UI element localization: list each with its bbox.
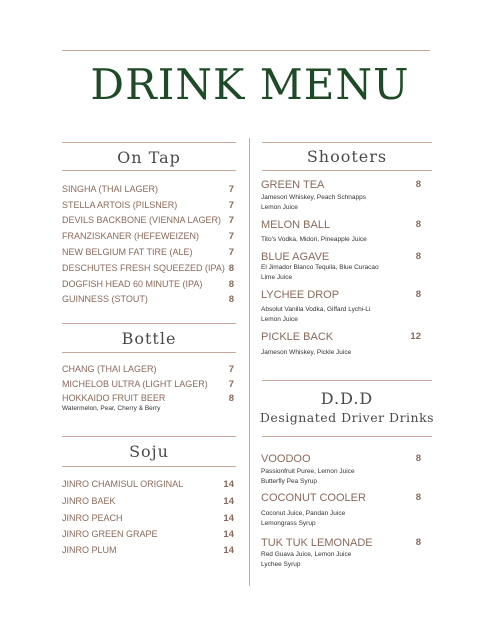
- item-price: 8: [228, 294, 234, 305]
- column-divider: [249, 138, 250, 586]
- item-description: Red Guava Juice, Lemon Juice: [261, 551, 352, 558]
- item-price: 8: [415, 453, 421, 464]
- item-price: 8: [228, 263, 234, 274]
- item-price: 7: [228, 184, 234, 195]
- item-description: Lime Juice: [261, 274, 293, 281]
- item-name: TUK TUK LEMONADE: [261, 537, 373, 549]
- shooters-rule-top: [262, 142, 432, 143]
- item-description: Tito's Vodka, Midori, Pineapple Juice: [261, 236, 367, 243]
- item-description: Lemon Juice: [261, 204, 298, 211]
- item-price: 8: [415, 492, 421, 503]
- shooters-heading: Shooters: [306, 147, 388, 166]
- item-name: NEW BELGIUM FAT TIRE (ALE): [62, 247, 193, 257]
- item-price: 8: [228, 279, 234, 290]
- item-name: STELLA ARTOIS (PILSNER): [62, 200, 178, 210]
- bottle-rule-top: [62, 323, 236, 324]
- item-name: DEVILS BACKBONE (VIENNA LAGER): [62, 215, 222, 225]
- item-description: El Jimador Blanco Tequila, Blue Curacao: [261, 264, 379, 271]
- soju-heading: Soju: [129, 442, 169, 461]
- item-price: 14: [223, 496, 234, 507]
- item-price: 8: [415, 219, 421, 230]
- item-price: 8: [415, 179, 421, 190]
- item-description: Jameson Whiskey, Pickle Juice: [261, 349, 352, 356]
- ddd-rule-bottom: [262, 436, 432, 437]
- item-description: Passionfruit Puree, Lemon Juice: [261, 468, 355, 475]
- item-name: COCONUT COOLER: [261, 492, 366, 504]
- item-price: 7: [228, 215, 234, 226]
- item-price: 7: [228, 231, 234, 242]
- item-name: HOKKAIDO FRUIT BEER: [62, 393, 166, 403]
- item-name: LYCHEE DROP: [261, 289, 340, 301]
- ddd-subheading: Designated Driver Drinks: [259, 410, 435, 425]
- item-price: 8: [415, 537, 421, 548]
- item-description: Butterfly Pea Syrup: [261, 478, 317, 485]
- item-description: Watermelon, Pear, Cherry & Berry: [62, 405, 161, 412]
- item-description: Coconut Juice, Pandan Juice: [261, 510, 346, 517]
- item-description: Jameson Whiskey, Peach Schnapps: [261, 194, 367, 201]
- item-name: JINRO PLUM: [62, 545, 117, 555]
- item-name: PICKLE BACK: [261, 331, 334, 343]
- item-name: SINGHA (THAI LAGER): [62, 184, 159, 194]
- item-price: 14: [223, 545, 234, 556]
- on-tap-rule-bottom: [62, 170, 236, 171]
- item-name: FRANZISKANER (HEFEWEIZEN): [62, 231, 200, 241]
- item-name: GREEN TEA: [261, 179, 325, 191]
- item-name: MELON BALL: [261, 219, 331, 231]
- item-price: 7: [228, 364, 234, 375]
- soju-rule-bottom: [62, 466, 236, 467]
- item-description: Absolut Vanilla Vodka, Giffard Lychi-Li: [261, 306, 371, 313]
- item-name: BLUE AGAVE: [261, 251, 330, 263]
- item-name: VOODOO: [261, 453, 311, 465]
- item-price: 8: [228, 393, 234, 404]
- item-price: 14: [223, 513, 234, 524]
- bottle-heading: Bottle: [121, 329, 177, 348]
- item-price: 7: [228, 247, 234, 258]
- item-description: Lychee Syrup: [261, 561, 301, 568]
- item-description: Lemon Juice: [261, 316, 298, 323]
- ddd-rule-top: [262, 380, 432, 381]
- item-name: JINRO PEACH: [62, 513, 123, 523]
- item-price: 7: [228, 379, 234, 390]
- item-name: JINRO CHAMISUL ORIGINAL: [62, 479, 184, 489]
- soju-rule-top: [62, 436, 236, 437]
- item-name: GUINNESS (STOUT): [62, 294, 148, 304]
- item-name: JINRO BAEK: [62, 496, 116, 506]
- item-name: CHANG (THAI LAGER): [62, 364, 157, 374]
- item-price: 8: [415, 251, 421, 262]
- page-title: DRINK MENU: [90, 60, 410, 109]
- shooters-rule-bottom: [262, 170, 432, 171]
- item-name: MICHELOB ULTRA (LIGHT LAGER): [62, 379, 208, 389]
- item-name: DESCHUTES FRESH SQUEEZED (IPA): [62, 263, 225, 273]
- item-description: Lemongrass Syrup: [261, 520, 316, 527]
- item-price: 12: [410, 331, 421, 342]
- item-price: 14: [223, 479, 234, 490]
- on-tap-heading: On Tap: [117, 148, 181, 167]
- item-price: 8: [415, 289, 421, 300]
- item-price: 14: [223, 529, 234, 540]
- item-name: JINRO GREEN GRAPE: [62, 529, 158, 539]
- item-price: 7: [228, 200, 234, 211]
- bottle-rule-bottom: [62, 352, 236, 353]
- on-tap-rule-top: [62, 142, 236, 143]
- ddd-heading: D.D.D: [320, 389, 374, 408]
- item-name: DOGFISH HEAD 60 MINUTE (IPA): [62, 279, 203, 289]
- top-divider: [62, 50, 430, 51]
